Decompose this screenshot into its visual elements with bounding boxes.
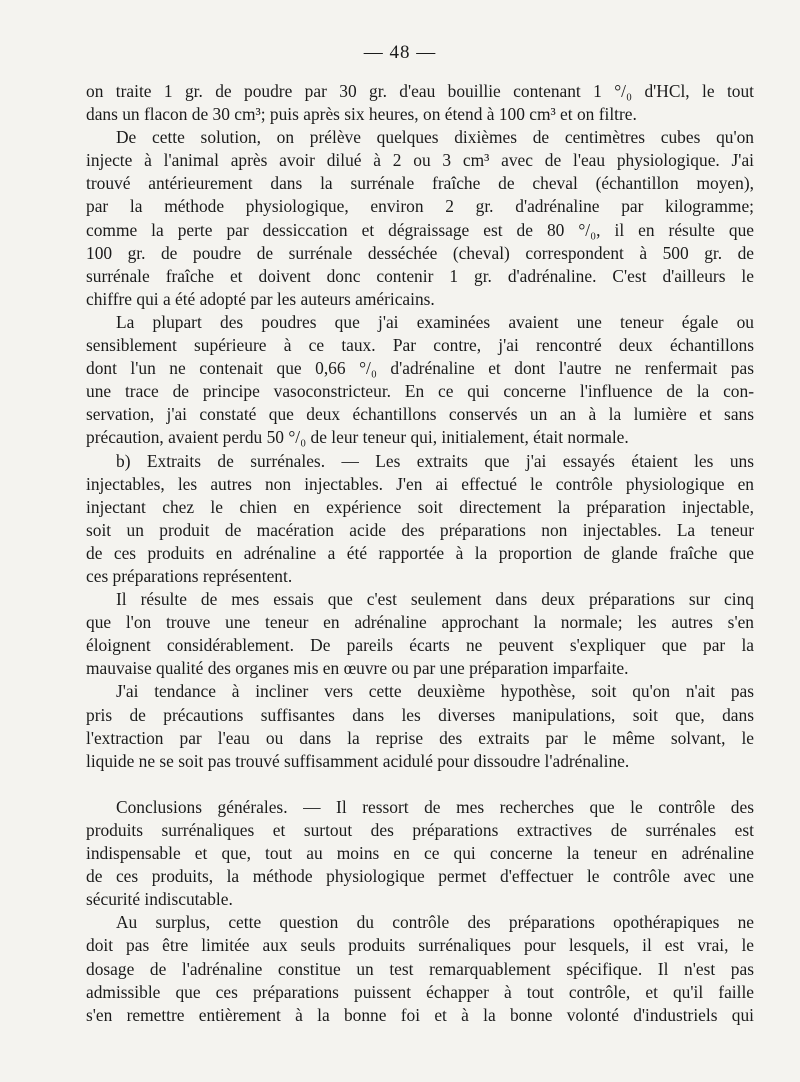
paragraph bbox=[86, 911, 754, 1026]
text-line: injectables, les autres non injectables. J'en ai effectué le contrôle physiologique en bbox=[86, 473, 754, 494]
text-line: mauvaise qualité des organes mis en œuvre ou par une préparation imparfaite. bbox=[86, 658, 629, 679]
section-break bbox=[86, 773, 754, 796]
text-line: Il résulte de mes essais que c'est seulement dans deux préparations sur cinq bbox=[116, 589, 754, 610]
text-line: de ces produits, la méthode physiologique permet d'effectuer le contrôle avec une bbox=[86, 866, 754, 887]
text-line: éloignent considérablement. De pareils écarts ne peuvent s'expliquer que par la bbox=[86, 635, 754, 656]
text-line: ces préparations représentent. bbox=[86, 565, 293, 586]
body-text bbox=[86, 80, 754, 1027]
text-line: par la méthode physiologique, environ 2 gr. d'adrénaline par kilogramme; bbox=[86, 196, 754, 217]
text-line: doit pas être limitée aux seuls produits surrénaliques pour lesquels, il est vrai, le bbox=[86, 935, 754, 956]
paragraph bbox=[86, 80, 754, 126]
text-line: liquide ne se soit pas trouvé suffisamment acidulé pour dissoudre l'adrénaline. bbox=[86, 750, 630, 771]
text-line: surrénale fraîche et doivent donc contenir 1 gr. d'adrénaline. C'est d'ailleurs le bbox=[86, 265, 754, 286]
text-line: injecte à l'animal après avoir dilué à 2 ou 3 cm³ avec de l'eau physiologique. J'ai bbox=[86, 150, 754, 171]
text-line: De cette solution, on prélève quelques dixièmes de centimètres cubes qu'on bbox=[116, 127, 754, 148]
paragraph bbox=[86, 588, 754, 680]
text-line: La plupart des poudres que j'ai examinées avaient une teneur égale ou bbox=[116, 311, 754, 332]
text-line: produits surrénaliques et surtout des préparations extractives de surrénales est bbox=[86, 820, 754, 840]
text-line: trouvé antérieurement dans la surrénale fraîche de cheval (échantillon moyen), bbox=[86, 173, 754, 194]
page-number: — 48 — bbox=[363, 42, 437, 63]
text-line: servation, j'ai constaté que deux échantillons conservés un an à la lumière et sans bbox=[86, 404, 754, 425]
text-line: comme la perte par dessiccation et dégraissage est de 80 °/₀, il en résulte que bbox=[86, 219, 754, 240]
text-line: indispensable et que, tout au moins en ce qui concerne la teneur en adrénaline bbox=[86, 843, 754, 864]
paragraph bbox=[86, 311, 754, 450]
text-line: injectant chez le chien en expérience soit directement la préparation injectable, bbox=[86, 496, 754, 517]
text-line: de ces produits en adrénaline a été rapportée à la proportion de glande fraîche que bbox=[86, 542, 754, 563]
text-line: Conclusions générales. — Il ressort de mes recherches que le contrôle des bbox=[116, 796, 754, 817]
paragraph bbox=[86, 126, 754, 311]
text-line: admissible que ces préparations puissent échapper à tout contrôle, et qu'il faille bbox=[86, 981, 754, 1002]
text-line: dosage de l'adrénaline constitue un test remarquablement spécifique. Il n'est pas bbox=[86, 958, 754, 979]
text-line: dans un flacon de 30 cm³; puis après six heures, on étend à 100 cm³ et on filtre. bbox=[86, 104, 637, 125]
text-line: b) Extraits de surrénales. — Les extraits que j'ai essayés étaient les uns bbox=[116, 450, 754, 471]
text-line: s'en remettre entièrement à la bonne foi et à la bonne volonté d'industriels qui bbox=[86, 1004, 754, 1025]
text-line: pris de précautions suffisantes dans les diverses manipulations, soit que, dans bbox=[86, 704, 754, 725]
text-line: sécurité indiscutable. bbox=[86, 889, 233, 910]
text-line: une trace de principe vasoconstricteur. En ce qui concerne l'influence de la con- bbox=[86, 381, 754, 402]
text-line: J'ai tendance à incliner vers cette deuxième hypothèse, soit qu'on n'ait pas bbox=[116, 681, 754, 702]
paragraph bbox=[86, 796, 754, 911]
text-line: sensiblement supérieure à ce taux. Par contre, j'ai rencontré deux échantillons bbox=[86, 335, 754, 356]
text-line: précaution, avaient perdu 50 °/₀ de leur teneur qui, initialement, était normale. bbox=[86, 427, 629, 448]
text-line: soit un produit de macération acide des préparations non injectables. La teneur bbox=[86, 519, 754, 540]
text-line: 100 gr. de poudre de surrénale desséchée (cheval) correspondent à 500 gr. de bbox=[86, 242, 754, 263]
text-line: Au surplus, cette question du contrôle des préparations opothérapiques ne bbox=[116, 912, 754, 933]
paragraph bbox=[86, 680, 754, 772]
text-line: on traite 1 gr. de poudre par 30 gr. d'eau bouillie contenant 1 °/₀ d'HCl, le tout bbox=[86, 81, 754, 101]
text-line: dont l'un ne contenait que 0,66 °/₀ d'adrénaline et dont l'autre ne renfermait pas bbox=[86, 358, 754, 379]
text-line: chiffre qui a été adopté par les auteurs américains. bbox=[86, 288, 435, 309]
paragraph bbox=[86, 450, 754, 589]
text-line: l'extraction par l'eau ou dans la reprise des extraits par le même solvant, le bbox=[86, 727, 754, 748]
text-line: que l'on trouve une teneur en adrénaline approchant la normale; les autres s'en bbox=[86, 612, 754, 633]
